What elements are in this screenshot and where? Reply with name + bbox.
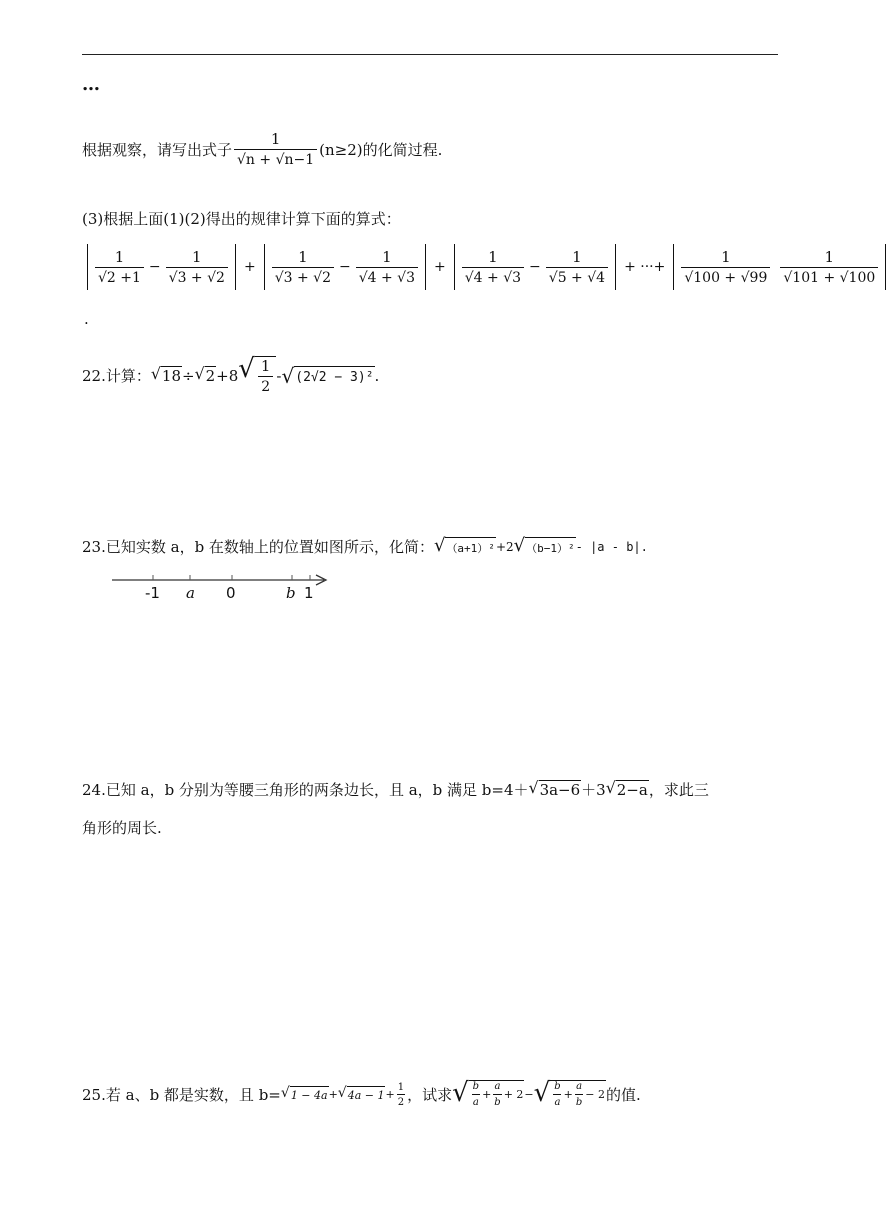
ba-num: b [554,1081,561,1092]
observe-frac-den: √n + √n−1 [234,149,317,168]
ba-den: a [553,1094,561,1109]
axis-label-minus-1: -1 [145,584,160,602]
ab-num: a [494,1081,501,1092]
ab-den: b [575,1094,583,1109]
abs-bar-right [615,244,616,290]
ab-frac-1 [493,1081,501,1109]
ba-frac-2 [553,1081,561,1109]
term-4-a-den: √100 + √99 [681,267,770,286]
term-1-b [166,248,228,286]
sqrt-1-4a: √ 1 − 4a [280,1085,328,1103]
sqrt-4a-1: √ 4a − 1 [337,1085,385,1103]
axis-label-1: 1 [304,584,314,602]
term-4-a-num: 1 [721,248,731,266]
q25-half-num: 1 [397,1081,405,1093]
term-3-b [546,248,608,286]
term-1-a [95,248,144,286]
abs-bar-left [87,244,88,290]
observe-frac-num: 1 [270,130,281,148]
q25-ending: 的值. [605,1086,641,1104]
axis-label-b: b [286,584,296,602]
sqrt-expr-1: √ $\frac{b}{a}$ + $\frac{a}{b}$ + 2 [452,1078,524,1108]
term-2-b-den: √4 + √3 [356,267,418,286]
q24-text-after: ，求此三 [648,781,709,799]
q22-end: . [374,366,380,385]
abs-bar-left [454,244,455,290]
minus-op: − [338,259,351,275]
sqrt-2-a: √ 2−a [605,778,648,799]
term-2-a-num: 1 [298,248,308,266]
q24-line-2: 角形的周长. [82,819,162,837]
q25-plus: + [328,1088,338,1101]
ellipsis: … [82,74,100,95]
term-1-a-num: 1 [114,248,125,266]
q25-line [82,1080,641,1109]
ellipsis-op: + ···+ [624,259,666,275]
ab-num: a [576,1081,583,1092]
term-1-b-den: √3 + √2 [166,267,228,286]
term-4-b-num: 1 [824,248,835,266]
axis-label-a: a [186,584,195,602]
minus-op: - [276,366,282,385]
term-3-a-den: √4 + √3 [462,267,524,286]
q25-try-text: ，试求 [407,1086,453,1104]
ba-frac-1 [472,1081,480,1109]
sqrt-4a-1-radicand: 4a − 1 [347,1086,386,1102]
q23-line [82,536,648,557]
plus-op: + [243,259,256,275]
sqrt-b-minus-1: √ （b−1）² [513,535,575,557]
sqrt-a-plus-1: √ （a+1）² [433,535,495,557]
term-4-b [780,248,878,286]
q23-tail: - |a - b|. [575,539,648,554]
term-4-b-den: √101 + √100 [780,267,878,286]
abs-bar-left [264,244,265,290]
term-3-b-num: 1 [572,248,582,266]
q24-line-1 [82,779,709,800]
term-2-b [356,248,418,286]
q22-line [82,356,379,396]
observe-text-after: (n≥2)的化简过程. [319,140,443,159]
half-fraction [258,357,274,396]
part3-text: (3)根据上面(1)(2)得出的规律计算下面的算式： [82,210,401,228]
term-2-a-den: √3 + √2 [272,267,334,286]
q25-plus-half: + [385,1088,395,1101]
q23-label: 23.已知实数 a，b 在数轴上的位置如图所示，化简： [82,538,434,556]
q24-text-before: 24.已知 a，b 分别为等腰三角形的两条边长，且 a，b 满足 b=4＋ [82,781,529,799]
term-3-b-den: √5 + √4 [546,267,608,286]
sqrt-last-radicand: (2√2 − 3)² [294,366,374,386]
term-2-a [272,248,334,286]
ba-num: b [472,1081,480,1092]
observe-text-before: 根据观察，请写出式子 [82,140,233,159]
plus-2-term: + 2 [503,1088,524,1102]
ba-den: a [472,1094,480,1109]
q25-half [397,1082,405,1108]
header-rule [82,54,778,55]
sqrt-18-radicand: 18 [161,367,181,386]
abs-bar-left [673,244,674,290]
term-1-a-den: √2 +1 [95,267,144,286]
abs-bar-right [235,244,236,290]
plus-op: + [434,259,446,275]
sqrt-b-minus-1-radicand: （b−1）² [525,537,576,555]
term-1-b-num: 1 [192,248,202,266]
sqrt-3a-6: √ 3a−6 [528,778,581,799]
sqrt-2-a-radicand: 2−a [616,781,648,799]
minus-2-term: − 2 [585,1088,605,1102]
term-2-b-num: 1 [382,248,392,266]
q25-half-den: 2 [397,1094,405,1108]
term-3-a [462,248,524,286]
sqrt-1-4a-radicand: 1 − 4a [290,1086,329,1102]
term-4-a [681,248,770,286]
sqrt-expr-2: √ $\frac{b}{a}$ + $\frac{a}{b}$ − 2 [533,1078,605,1108]
q25-label: 25.若 a、b 都是实数，且 b= [82,1086,281,1104]
observe-fraction [234,130,317,168]
q25-minus: − [524,1088,534,1101]
sqrt-last: √ (2√2 − 3)² [281,363,374,388]
part3-expression [82,244,891,290]
minus-op: − [148,259,161,275]
sqrt-2-radicand: 2 [205,367,216,386]
part3-period: . [84,310,89,328]
div-op: ÷ [182,366,195,385]
ab-frac-2 [575,1081,583,1109]
q22-label: 22.计算： [82,367,151,386]
sqrt-3a-6-radicand: 3a−6 [539,781,581,799]
sqrt-a-plus-1-radicand: （a+1）² [445,537,496,555]
q24-mid: ＋3 [581,781,606,799]
plus-8: +8 [216,366,239,385]
abs-bar-right [885,244,886,290]
ab-den: b [493,1094,501,1109]
axis-label-0: 0 [226,584,236,602]
observe-line [82,130,442,168]
plus-2: +2 [495,539,514,554]
sqrt-18: √ 18 [150,364,181,386]
term-3-a-num: 1 [488,248,498,266]
minus-op: − [529,259,541,275]
half-den: 2 [258,376,273,396]
sqrt-half: √ $\frac{1}{2}$ [238,356,276,396]
abs-bar-right [425,244,426,290]
sqrt-2: √ 2 [194,364,216,386]
half-num: 1 [260,357,271,375]
